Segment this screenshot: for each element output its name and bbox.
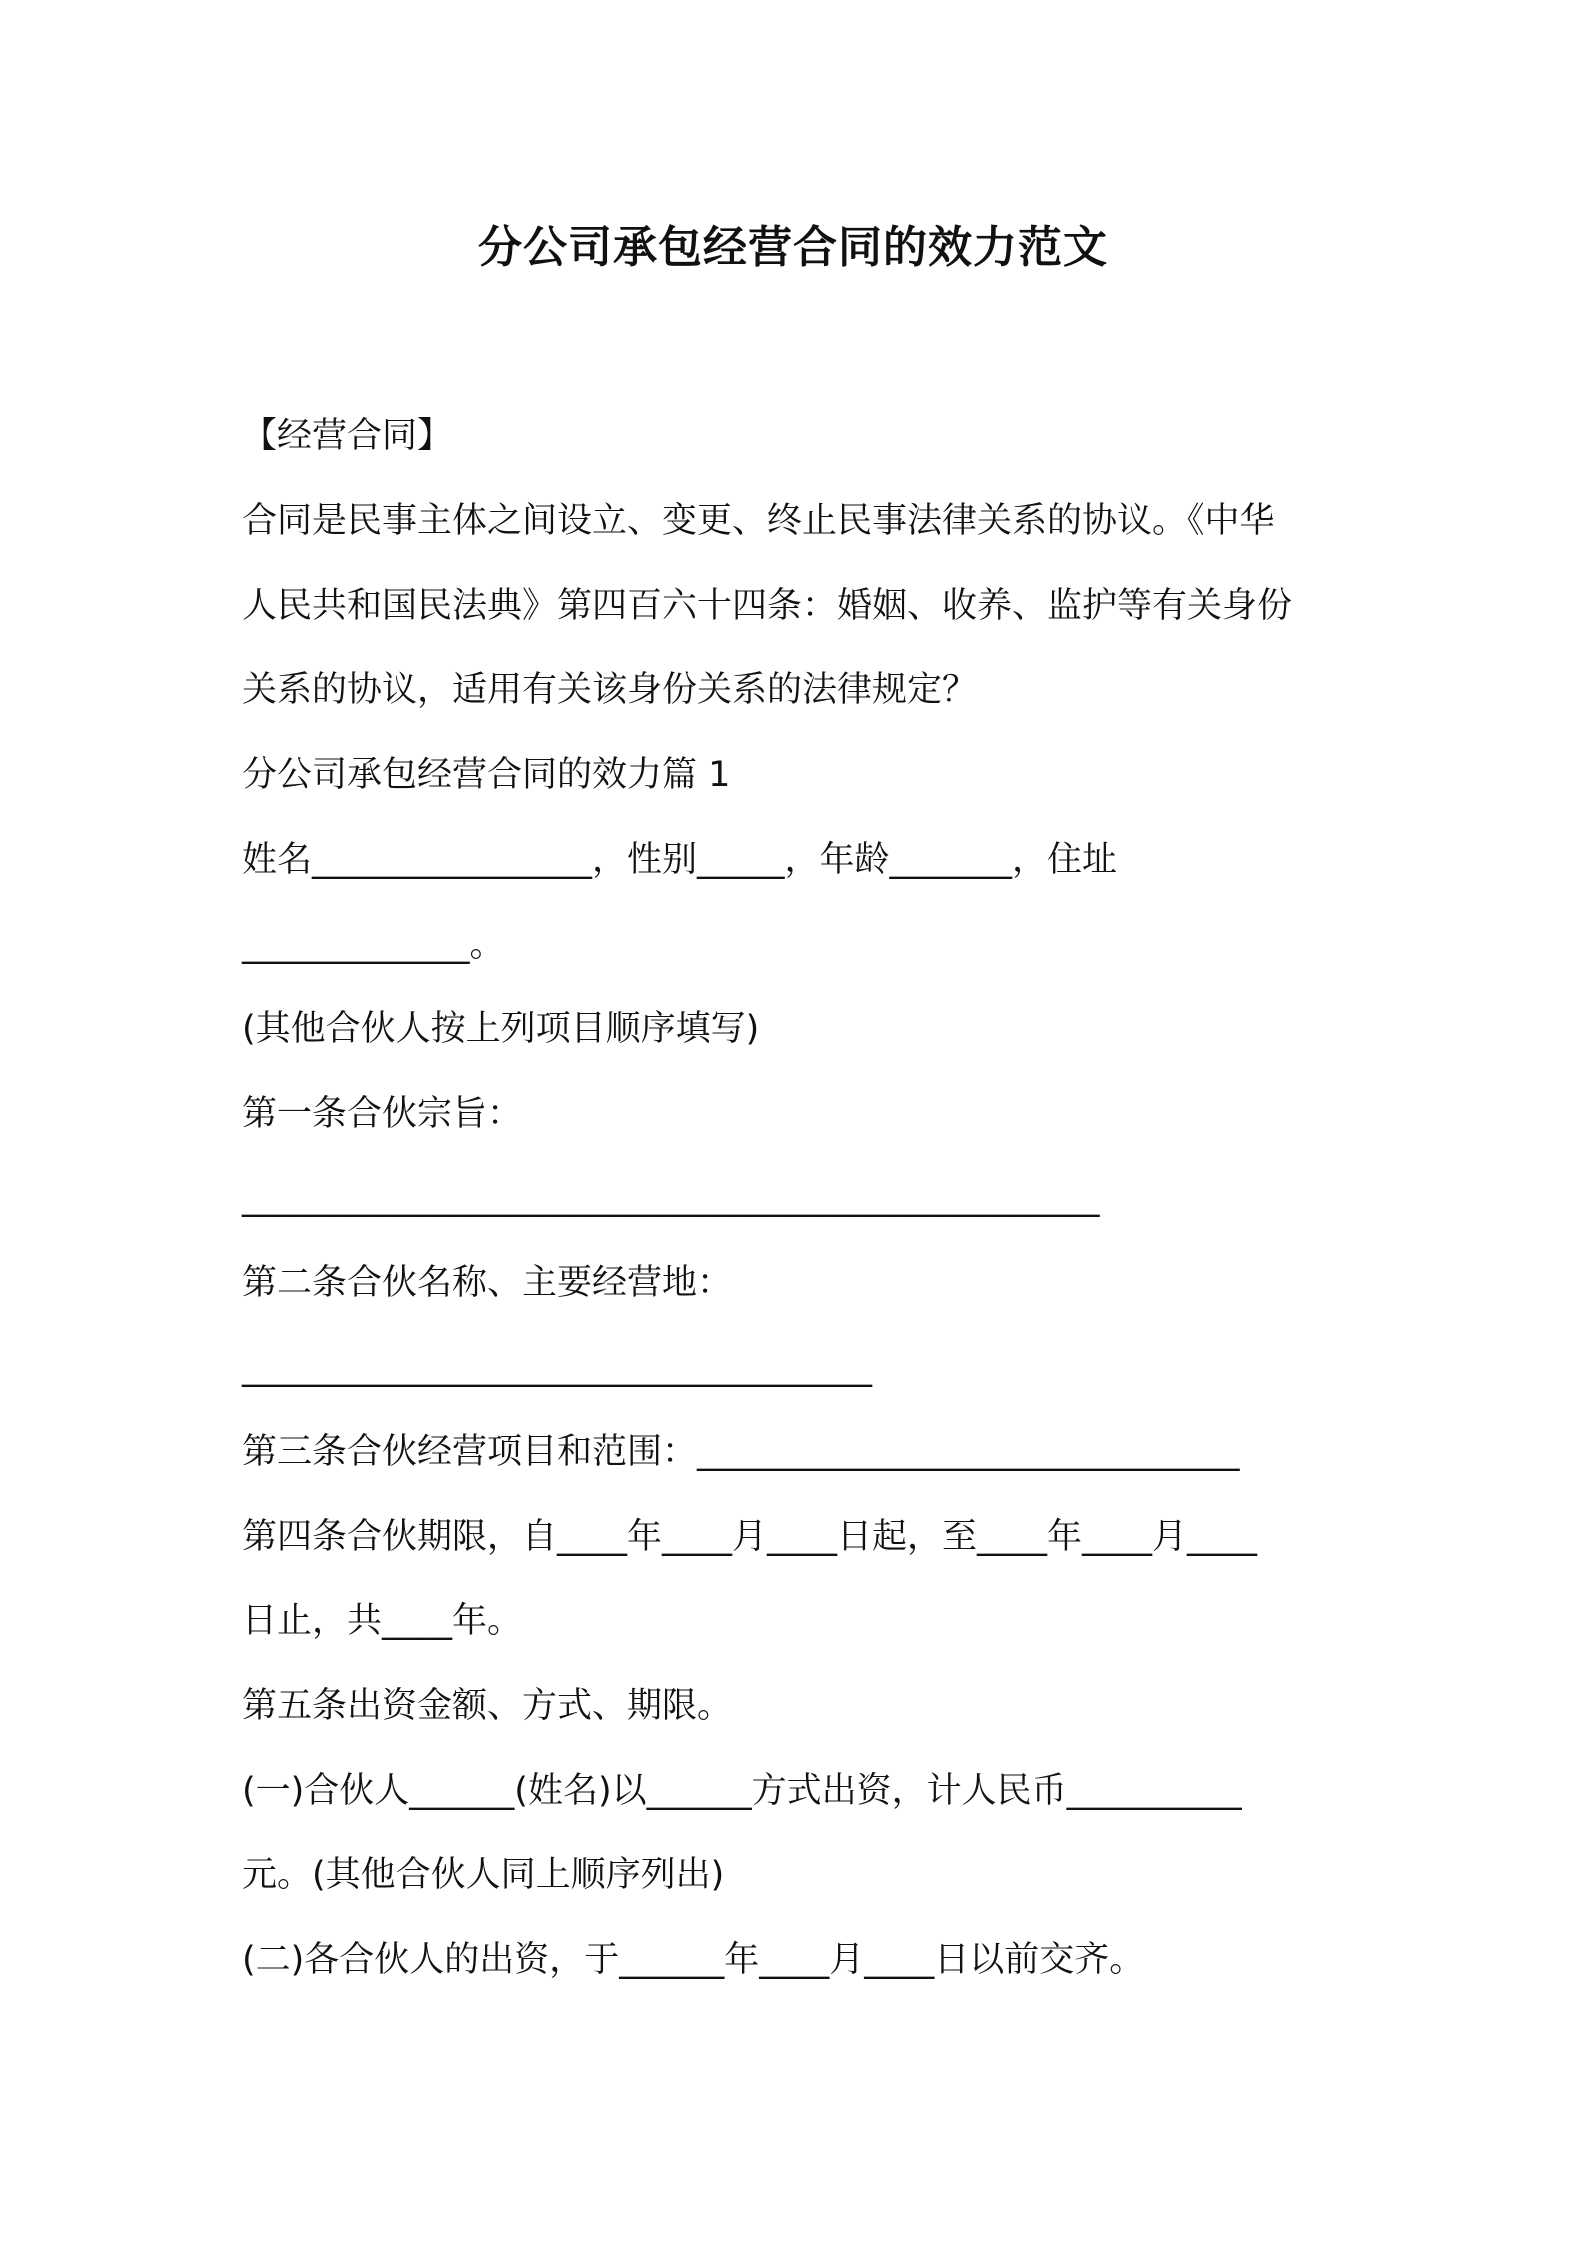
article-4-line-2: 日止，共____年。 bbox=[242, 1601, 523, 1641]
article-5-heading: 第五条出资金额、方式、期限。 bbox=[242, 1686, 733, 1726]
section-heading: 【经营合同】 bbox=[242, 416, 453, 456]
intro-line-1: 合同是民事主体之间设立、变更、终止民事法律关系的协议。《中华 bbox=[242, 501, 1275, 541]
article-1-blank: _________________________________________________ bbox=[242, 1178, 1100, 1218]
partner-note: (其他合伙人按上列项目顺序填写) bbox=[242, 1009, 760, 1049]
name-gender-age-line: 姓名________________，性别_____，年龄_______，住址 bbox=[242, 840, 1118, 880]
address-blank-line: _____________。 bbox=[242, 925, 505, 965]
article-2-heading: 第二条合伙名称、主要经营地： bbox=[242, 1263, 733, 1303]
document-title: 分公司承包经营合同的效力范文 bbox=[478, 222, 1108, 273]
clause-1-line-1: (一)合伙人______(姓名)以______方式出资，计人民币__________ bbox=[242, 1771, 1242, 1811]
intro-line-2: 人民共和国民法典》第四百六十四条：婚姻、收养、监护等有关身份 bbox=[242, 586, 1293, 626]
clause-2-line: (二)各合伙人的出资，于______年____月____日以前交齐。 bbox=[242, 1940, 1145, 1980]
article-3-line: 第三条合伙经营项目和范围：_______________________________ bbox=[242, 1432, 1240, 1472]
clause-1-line-2: 元。(其他合伙人同上顺序列出) bbox=[242, 1855, 725, 1895]
chapter-title: 分公司承包经营合同的效力篇 1 bbox=[242, 755, 731, 795]
intro-line-3: 关系的协议，适用有关该身份关系的法律规定？ bbox=[242, 670, 978, 710]
article-4-line-1: 第四条合伙期限，自____年____月____日起，至____年____月____ bbox=[242, 1517, 1258, 1557]
article-2-blank: ____________________________________ bbox=[242, 1348, 872, 1388]
article-1-heading: 第一条合伙宗旨： bbox=[242, 1094, 523, 1134]
